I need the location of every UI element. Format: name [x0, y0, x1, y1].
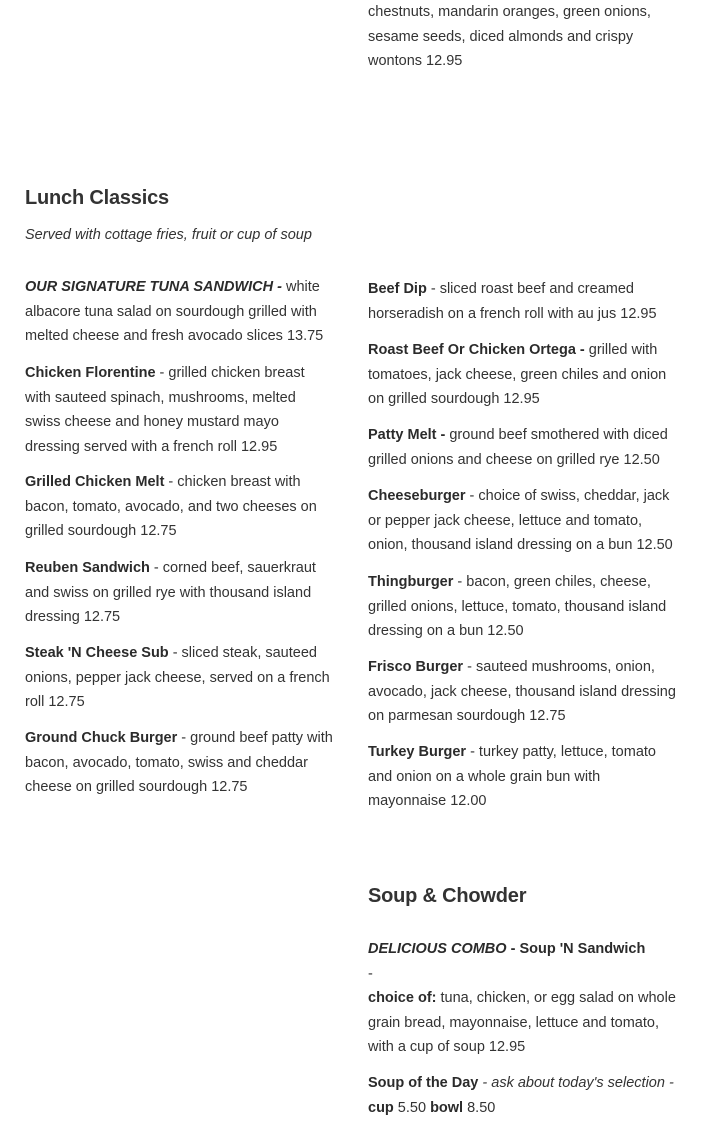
- item-name: Frisco Burger: [368, 659, 464, 675]
- combo-label: DELICIOUS COMBO: [368, 941, 507, 957]
- menu-item-ground-chuck-burger: [25, 726, 333, 800]
- item-name: Beef Dip: [368, 281, 427, 297]
- item-description: - sliced steak, sauteed onions, pepper jack cheese, served on a french roll 12.75: [25, 645, 330, 710]
- item-description: - grilled chicken breast with sauteed spinach, mushrooms, melted swiss cheese and honey mustard mayo dressing served with a french roll 12.95: [25, 365, 305, 455]
- previous-item-fragment: [368, 0, 680, 74]
- menu-item-reuben-sandwich: [25, 556, 333, 630]
- item-description: - turkey patty, lettuce, tomato and onion on a whole grain bun with mayonnaise 12.00: [368, 744, 656, 809]
- item-description: - sauteed mushrooms, onion, avocado, jack cheese, thousand island dressing on parmesan sourdough 12.75: [368, 659, 676, 724]
- item-name: Soup of the Day: [368, 1075, 479, 1091]
- item-name: Cheeseburger: [368, 488, 466, 504]
- section-subtitle-lunch-classics: Served with cottage fries, fruit or cup of soup: [25, 227, 312, 243]
- item-name: Roast Beef Or Chicken Ortega -: [368, 342, 585, 358]
- item-description: - sliced roast beef and creamed horseradish on a french roll with au jus 12.95: [368, 281, 657, 322]
- bowl-price: 8.50: [463, 1099, 496, 1116]
- cup-label: cup: [368, 1099, 394, 1116]
- combo-name: - Soup 'N Sandwich: [506, 941, 646, 957]
- previous-item-text: chestnuts, mandarin oranges, green onions, sesame seeds, diced almonds and crispy wontons 12.95: [368, 4, 651, 69]
- item-description: - ground beef patty with bacon, avocado, tomato, swiss and cheddar cheese on grilled sourdough 12.75: [25, 730, 333, 795]
- section-title-soup-chowder: Soup & Chowder: [368, 885, 527, 907]
- item-description: - choice of swiss, cheddar, jack or pepper jack cheese, lettuce and tomato, onion, thousand island dressing on a bun 12.50: [368, 488, 673, 553]
- menu-item-soup-of-the-day: [368, 1071, 680, 1120]
- item-description: white albacore tuna salad on sourdough grilled with melted cheese and fresh avocado slices 13.75: [25, 279, 324, 344]
- item-name: Steak 'N Cheese Sub: [25, 645, 169, 661]
- menu-item-tuna-sandwich: [25, 275, 333, 349]
- item-note: - ask about today's selection -: [478, 1075, 674, 1091]
- menu-item-beef-dip: [368, 277, 680, 326]
- bowl-label: bowl: [430, 1099, 464, 1116]
- item-name: Grilled Chicken Melt: [25, 474, 165, 490]
- item-description: - bacon, green chiles, cheese, grilled onions, lettuce, tomato, thousand island dressing on a bun 12.50: [368, 574, 667, 639]
- item-description: grilled with tomatoes, jack cheese, green chiles and onion on grilled sourdough 12.95: [368, 342, 667, 407]
- item-name: Patty Melt -: [368, 427, 446, 443]
- item-description: - chicken breast with bacon, tomato, avocado, and two cheeses on grilled sourdough 12.75: [25, 474, 317, 539]
- item-description: ground beef smothered with diced grilled onions and cheese on grilled rye 12.50: [368, 427, 668, 468]
- item-name: Chicken Florentine: [25, 365, 156, 381]
- menu-item-frisco-burger: [368, 655, 680, 729]
- cup-price: 5.50: [393, 1099, 431, 1116]
- choice-label: choice of:: [368, 990, 437, 1006]
- menu-item-steak-n-cheese-sub: [25, 641, 333, 715]
- choice-description: tuna, chicken, or egg salad on whole grain bread, mayonnaise, lettuce and tomato, with a cup of soup 12.95: [368, 990, 676, 1055]
- item-name: Ground Chuck Burger: [25, 730, 178, 746]
- menu-item-roast-beef-ortega: [368, 338, 680, 412]
- item-description: - corned beef, sauerkraut and swiss on grilled rye with thousand island dressing 12.75: [25, 560, 316, 625]
- section-title-lunch-classics: Lunch Classics: [25, 187, 169, 209]
- menu-item-turkey-burger: [368, 740, 680, 814]
- menu-item-delicious-combo: [368, 937, 680, 1060]
- item-name: OUR SIGNATURE TUNA SANDWICH -: [25, 279, 286, 295]
- menu-item-patty-melt: [368, 423, 680, 472]
- menu-item-cheeseburger: [368, 484, 680, 558]
- combo-dash: -: [368, 965, 373, 982]
- menu-item-chicken-florentine: [25, 361, 333, 459]
- item-name: Turkey Burger: [368, 744, 467, 760]
- item-name: Thingburger: [368, 574, 454, 590]
- menu-item-thingburger: [368, 570, 680, 644]
- menu-item-grilled-chicken-melt: [25, 470, 333, 544]
- item-name: Reuben Sandwich: [25, 560, 150, 576]
